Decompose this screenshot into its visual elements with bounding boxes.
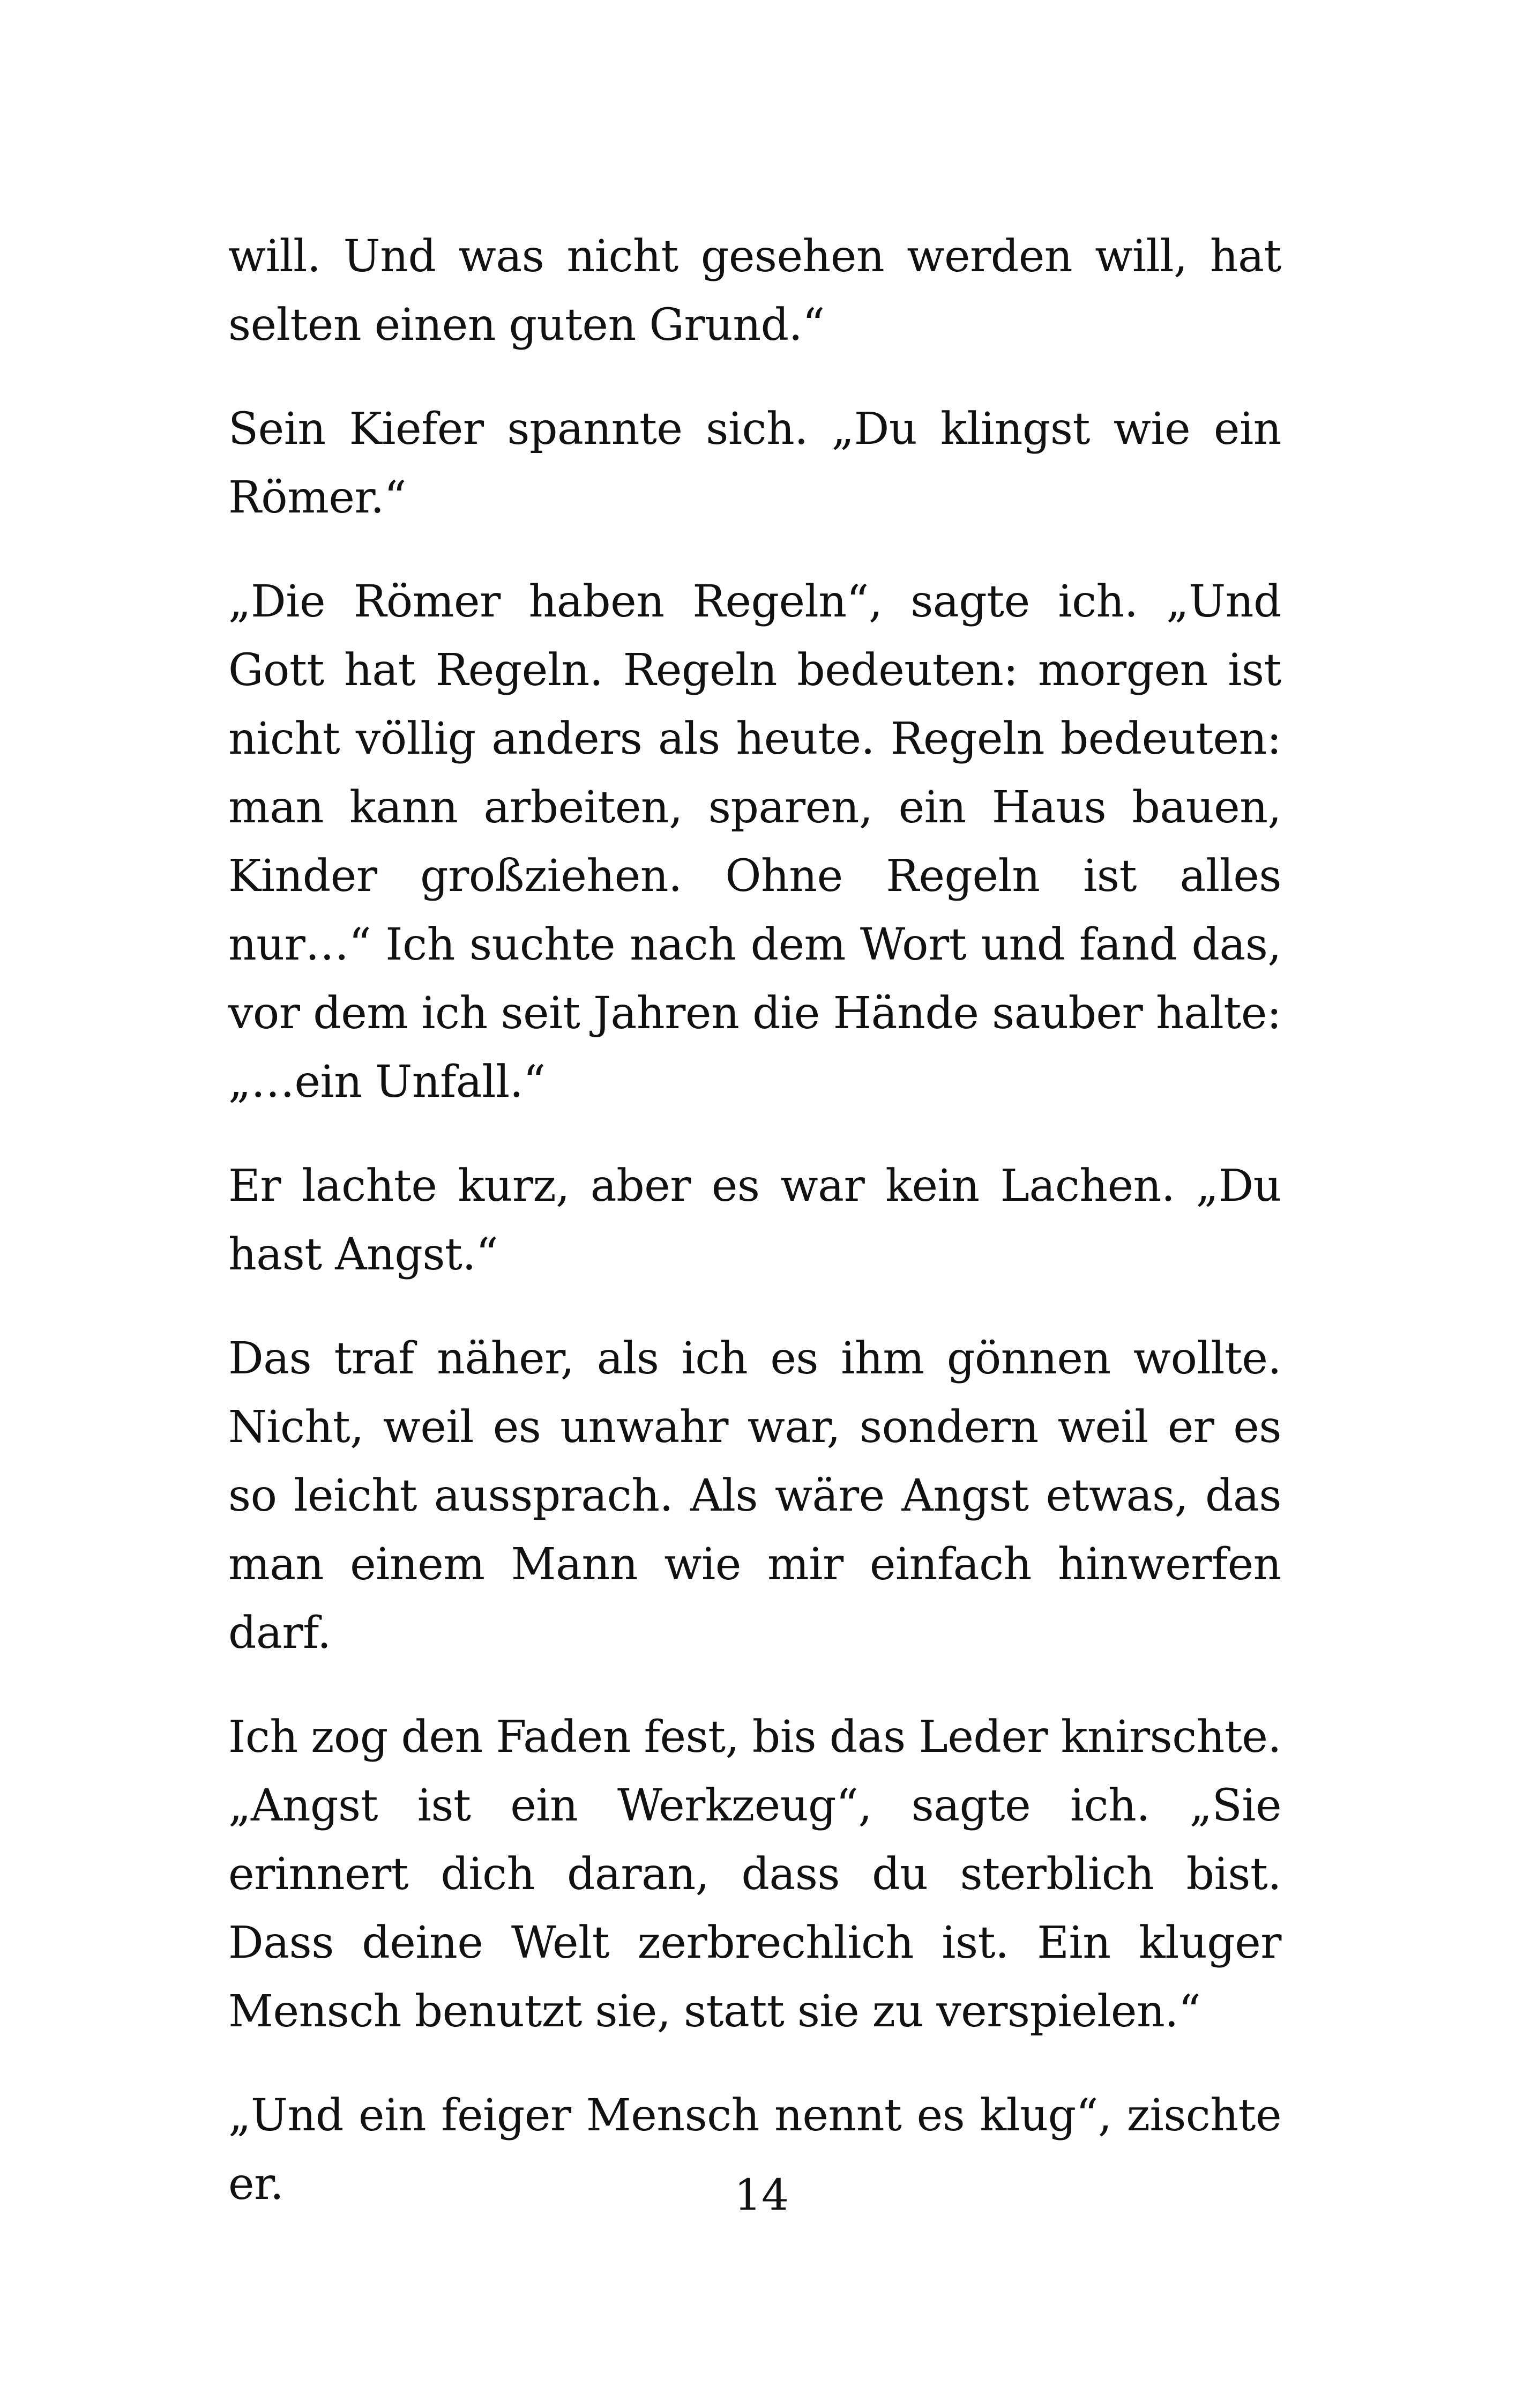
page-number: 14 — [734, 2170, 789, 2220]
paragraph: Sein Kiefer spannte sich. „Du klingst wie ein Römer.“ — [228, 404, 1281, 523]
paragraph: will. Und was nicht gesehen werden will, hat selten einen guten Grund.“ — [228, 231, 1281, 351]
paragraph: Ich zog den Faden fest, bis das Leder knirschte. „Angst ist ein Werkzeug“, sagte ich. „Sie erinnert dich daran, dass du sterblich bist. Dass deine Welt zerbrechlich ist. Ein kluger Mensch benutzt sie, statt sie zu verspielen.“ — [228, 1712, 1281, 2037]
paragraph: „Die Römer haben Regeln“, sagte ich. „Und Gott hat Regeln. Regeln bedeuten: morgen ist nicht völlig anders als heute. Regeln bedeuten: man kann arbeiten, sparen, ein Haus bauen, Kinder großziehen. Ohne Regeln ist alles nur…“ Ich suchte nach dem Wort und fand das, vor dem ich seit Jahren die Hände sauber halte: „…ein Unfall.“ — [228, 576, 1281, 1108]
paragraph: Das traf näher, als ich es ihm gönnen wollte. Nicht, weil es unwahr war, sondern weil er es so leicht aussprach. Als wäre Angst etwas, das man einem Mann wie mir einfach hinwerfen darf. — [228, 1333, 1281, 1659]
paragraph: Er lachte kurz, aber es war kein Lachen. „Du hast Angst.“ — [228, 1161, 1281, 1280]
paragraph: „Und ein feiger Mensch nennt es klug“, zischte er. — [228, 2090, 1281, 2210]
body-text — [228, 222, 1281, 2254]
